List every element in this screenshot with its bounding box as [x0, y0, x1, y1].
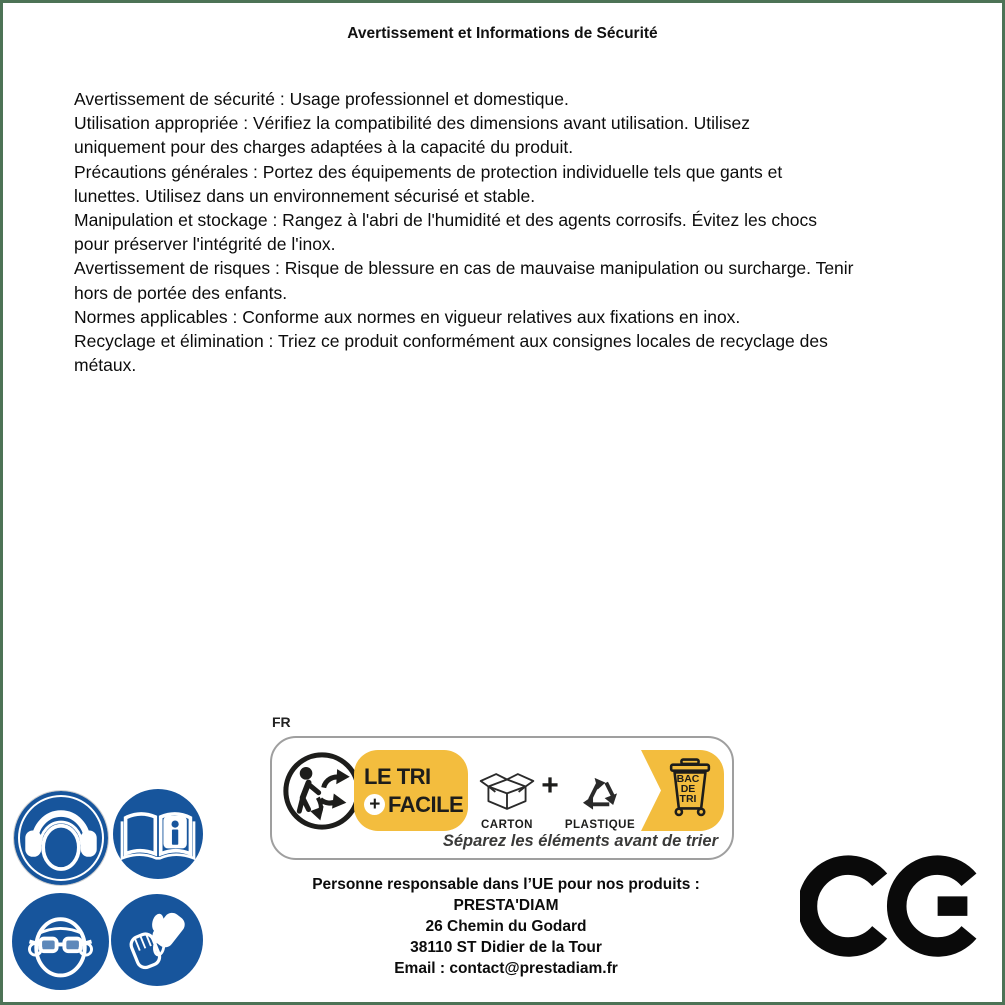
address-line: 38110 ST Didier de la Tour: [410, 939, 602, 956]
read-instruction-manual-icon: [113, 789, 203, 879]
ce-mark-icon: [800, 854, 986, 958]
country-code-label: FR: [272, 714, 291, 730]
recycling-arrows-icon: [571, 764, 629, 817]
sorting-caption: Séparez les éléments avant de trier: [442, 832, 718, 850]
wear-ear-protection-icon: [13, 790, 109, 886]
safety-text-line: Normes applicables : Conforme aux normes en vigueur relatives aux fixations en inox.: [74, 306, 741, 327]
page-title: Avertissement et Informations de Sécurité: [347, 25, 658, 42]
material-carton: [470, 750, 544, 831]
email-line: Email : contact@prestadiam.fr: [394, 960, 618, 977]
safety-text-line: hors de portée des enfants.: [74, 282, 288, 303]
safety-text-line: Manipulation et stockage : Rangez à l'abri de l'humidité et des agents corrosifs. Évitez les chocs: [74, 210, 818, 231]
company-name: PRESTA'DIAM: [453, 897, 559, 914]
responsible-block: [206, 874, 806, 979]
safety-text-line: lunettes. Utilisez dans un environnement sécurisé et stable.: [74, 185, 536, 206]
wear-protective-gloves-icon: [111, 894, 203, 986]
recycling-sorting-badge: [270, 736, 734, 860]
safety-text-line: pour préserver l'intégrité de l'inox.: [74, 234, 336, 255]
safety-text-block: [74, 87, 959, 377]
safety-text-line: Avertissement de risques : Risque de blessure en cas de mauvaise manipulation ou surcharge. Tenir: [74, 258, 854, 279]
safety-text-line: Utilisation appropriée : Vérifiez la compatibilité des dimensions avant utilisation. Utilisez: [74, 113, 751, 134]
plastique-label: PLASTIQUE: [564, 819, 636, 831]
carton-box-icon: [478, 764, 536, 817]
safety-text-line: Recyclage et élimination : Triez ce produit conformément aux consignes locales de recyclage des: [74, 331, 828, 352]
carton-label: CARTON: [481, 819, 533, 831]
responsible-line: Personne responsable dans l’UE pour nos produits :: [312, 876, 700, 893]
triman-icon: [280, 749, 364, 833]
address-line: 26 Chemin du Godard: [425, 918, 587, 935]
safety-text-line: Précautions générales : Portez des équipements de protection individuelle tels que gants et: [74, 161, 783, 182]
safety-text-line: Avertissement de sécurité : Usage professionnel et domestique.: [74, 89, 569, 109]
bac-de-tri-text: BAC DE TRI: [676, 773, 700, 805]
bac-de-tri-block: [641, 750, 724, 831]
safety-text-line: métaux.: [74, 355, 137, 376]
facile-text: FACILE: [388, 791, 464, 817]
wear-eye-protection-icon: [12, 893, 109, 990]
materials-plus-sign: +: [541, 769, 559, 802]
safety-text-line: uniquement pour des charges adaptées à la capacité du produit.: [74, 137, 574, 158]
plus-circle-icon: +: [364, 794, 385, 815]
le-tri-facile-block: [354, 750, 468, 831]
material-plastique: [558, 750, 642, 831]
le-tri-text: LE TRI: [364, 763, 431, 789]
